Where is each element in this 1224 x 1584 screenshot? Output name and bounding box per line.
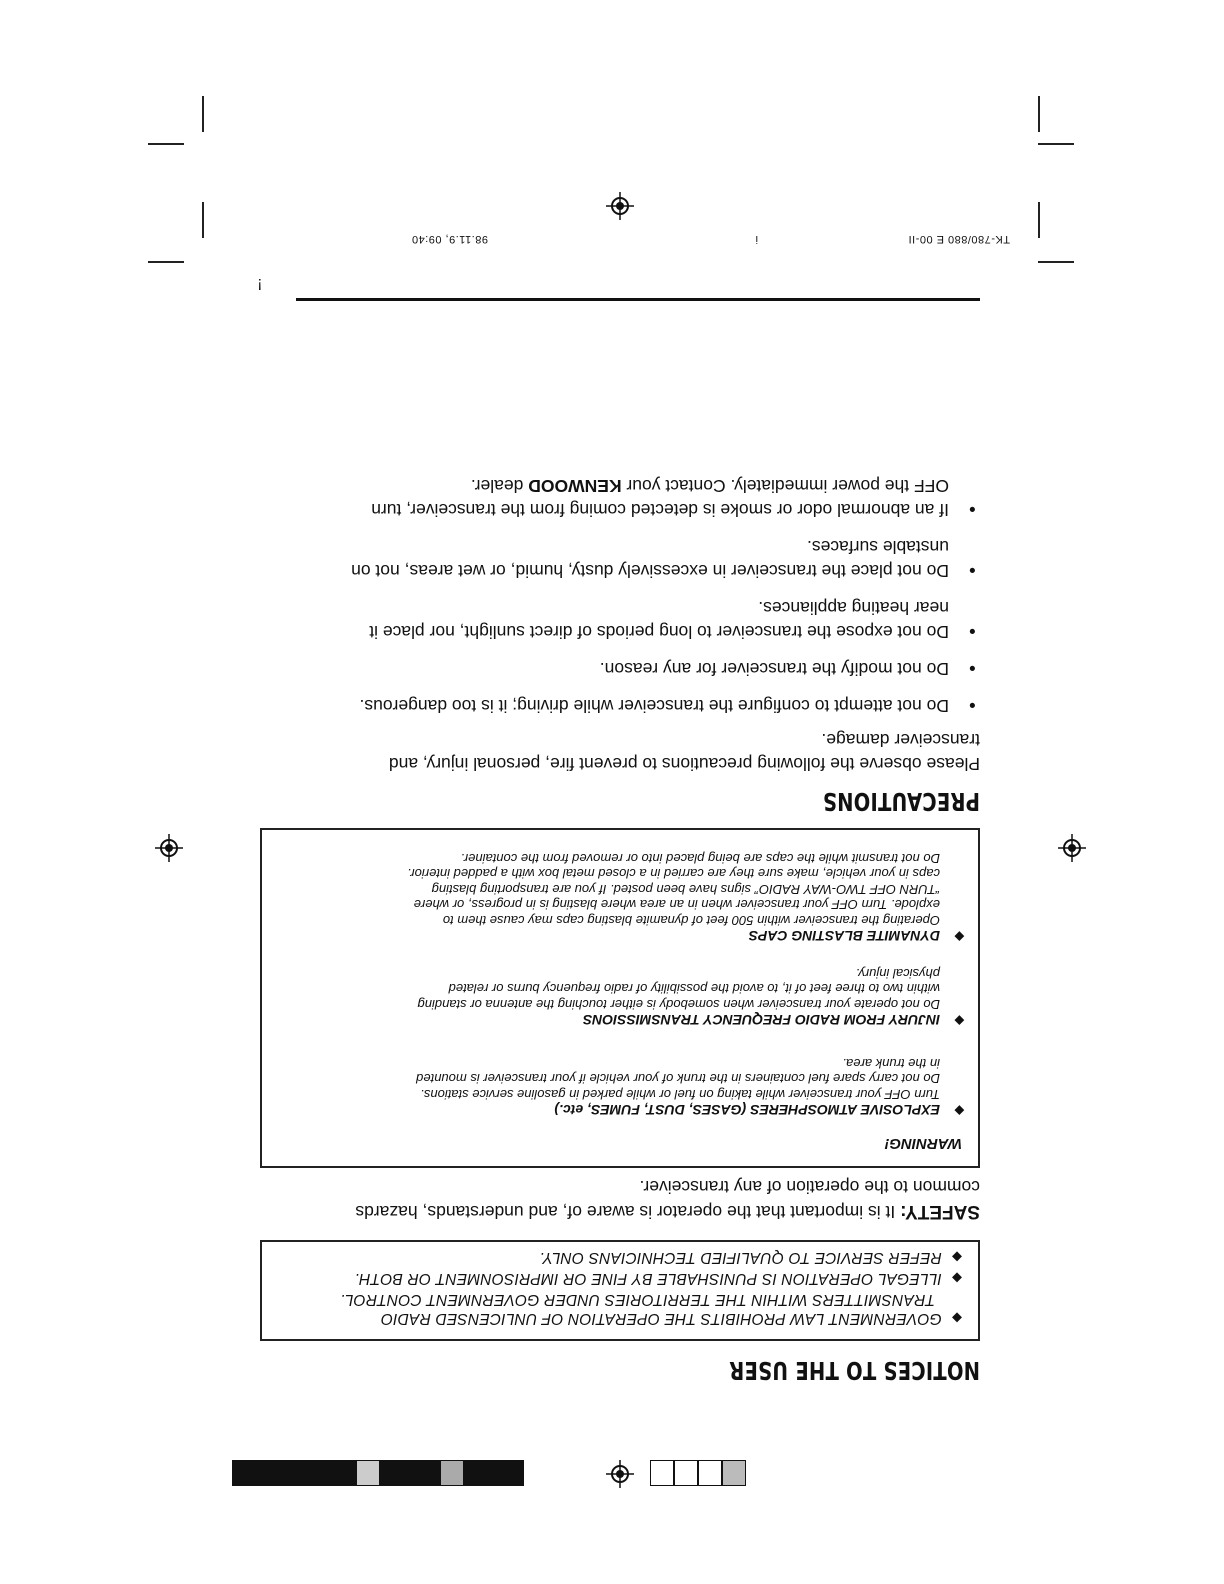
crop-mark	[1038, 261, 1074, 263]
crop-mark	[1038, 96, 1040, 132]
safety-line1: It is important that the operator is aware of, and understands, hazards	[355, 1202, 896, 1222]
warning-line: Operating the transceiver within 500 feet of dynamite blasting caps may cause them to	[442, 913, 940, 928]
crop-mark	[148, 261, 184, 263]
precautions-intro-line: transceiver damage.	[821, 730, 980, 750]
print-colorbar	[650, 1460, 746, 1486]
warning-item-rf: ◆ INJURY FROM RADIO FREQUENCY TRANSMISSIONS Do not operate your transceiver when somebody is either touching the antenna or standing within two to three feet of it, to avoid the possibility of radio frequency burns or related physical injury.	[276, 966, 964, 1029]
safety-line2: common to the operation of any transceiver.	[639, 1177, 980, 1197]
brand-name: KENWOOD	[528, 476, 622, 496]
precaution-item: ● Do not modify the transceiver for any reason.	[599, 659, 976, 679]
warning-line: caps in your vehicle, make sure they are carried in a closed metal box with a padded interior.	[407, 866, 940, 882]
warning-line: Do not operate your transceiver when somebody is either touching the antenna or standing	[417, 997, 940, 1012]
precaution-item: ● Do not place the transceiver in excessively dusty, humid, or wet areas, not on unstable surfaces.	[351, 537, 976, 581]
warning-line: Turn OFF your transceiver while taking on fuel or while parked in gasoline service stations.	[420, 1087, 940, 1102]
header-rule	[296, 298, 980, 301]
notice-item: ◆GOVERNMENT LAW PROHIBITS THE OPERATION OF UNLICENSED RADIO	[380, 1310, 962, 1327]
slug-page-number: i	[755, 233, 758, 245]
registration-mark-icon	[155, 834, 183, 862]
warning-title: WARNING!	[884, 1135, 962, 1152]
precautions-title: PRECAUTIONS	[822, 787, 980, 816]
warning-heading: INJURY FROM RADIO FREQUENCY TRANSMISSIONS	[582, 1012, 940, 1028]
slug-file-name: TK-780/880 E 00-II	[908, 233, 1010, 245]
warning-line: explode. Turn OFF your transceiver when in an area where blasting is in progress, or where	[413, 897, 940, 913]
crop-mark	[1038, 143, 1074, 145]
notices-box	[260, 1240, 980, 1341]
stray-mark: !	[257, 275, 262, 292]
warning-box	[260, 828, 980, 1168]
precaution-item: ● If an abnormal odor or smoke is detected coming from the transceiver, turn OFF the power immediately. Contact your KENWOOD dealer.	[371, 476, 976, 520]
safety-label: SAFETY:	[900, 1201, 980, 1222]
registration-mark-icon	[606, 1460, 634, 1488]
warning-heading: DYNAMITE BLASTING CAPS	[748, 928, 940, 944]
notice-item-cont: TRANSMITTERS WITHIN THE TERRITORIES UNDER GOVERNMENT CONTROL.	[340, 1291, 935, 1308]
warning-line: “TURN OFF TWO-WAY RADIO” signs have been posted. If you are transporting blasting	[431, 882, 940, 897]
warning-item-explosive: ◆ EXPLOSIVE ATMOSPHERES (GASES, DUST, FUMES, etc.) Turn OFF your transceiver while taking on fuel or while parked in gasoline service stations. Do not carry spare fuel containers in the trunk of your vehicle if your transceiver is mounted in the trunk area.	[276, 1056, 964, 1119]
warning-line: within two to three feet of it, to avoid the possibility of radio frequency burns or related	[448, 981, 940, 997]
precautions-list	[261, 461, 976, 718]
warning-line: in the trunk area.	[842, 1056, 940, 1071]
registration-mark-icon	[606, 192, 634, 220]
warning-item-dynamite: ◆ DYNAMITE BLASTING CAPS Operating the transceiver within 500 feet of dynamite blasting caps may cause them to explode. Turn OFF your transceiver when in an area where blasting is in progress, or where “TURN OFF TWO-WAY RADIO” signs have been posted. If you are transporting blasting caps in your vehicle, make sure they are carried in a closed metal box with a padded interior. Do not transmit while the caps are being placed into or removed from the container.	[276, 851, 964, 945]
crop-mark	[1038, 202, 1040, 238]
notice-item: ◆ILLEGAL OPERATION IS PUNISHABLE BY FINE OR IMPRISONMENT OR BOTH.	[354, 1270, 962, 1287]
registration-mark-icon	[1058, 834, 1086, 862]
notices-title: NOTICES TO THE USER	[729, 1356, 980, 1385]
print-colorbar	[244, 1460, 344, 1486]
precaution-item: ● Do not expose the transceiver to long periods of direct sunlight, nor place it near heating appliances.	[369, 598, 976, 642]
crop-mark	[148, 143, 184, 145]
safety-paragraph	[245, 1175, 980, 1224]
crop-mark	[202, 202, 204, 238]
notice-item: ◆REFER SERVICE TO QUALIFIED TECHNICIANS ONLY.	[539, 1249, 962, 1266]
slug-date: 98.11.9, 09:40	[411, 233, 488, 245]
warning-line: Do not transmit while the caps are being placed into or removed from the container.	[460, 851, 940, 866]
precautions-intro-line: Please observe the following precautions to prevent fire, personal injury, and	[388, 754, 980, 774]
warning-heading: EXPLOSIVE ATMOSPHERES (GASES, DUST, FUMES, etc.)	[554, 1102, 940, 1118]
crop-mark	[202, 96, 204, 132]
warning-line: Do not carry spare fuel containers in the trunk of your vehicle if your transceiver is mounted	[416, 1071, 940, 1087]
precautions-intro	[245, 728, 980, 776]
warning-line: physical injury.	[855, 966, 940, 981]
precaution-item: ● Do not attempt to configure the transceiver while driving; it is too dangerous.	[359, 696, 976, 716]
